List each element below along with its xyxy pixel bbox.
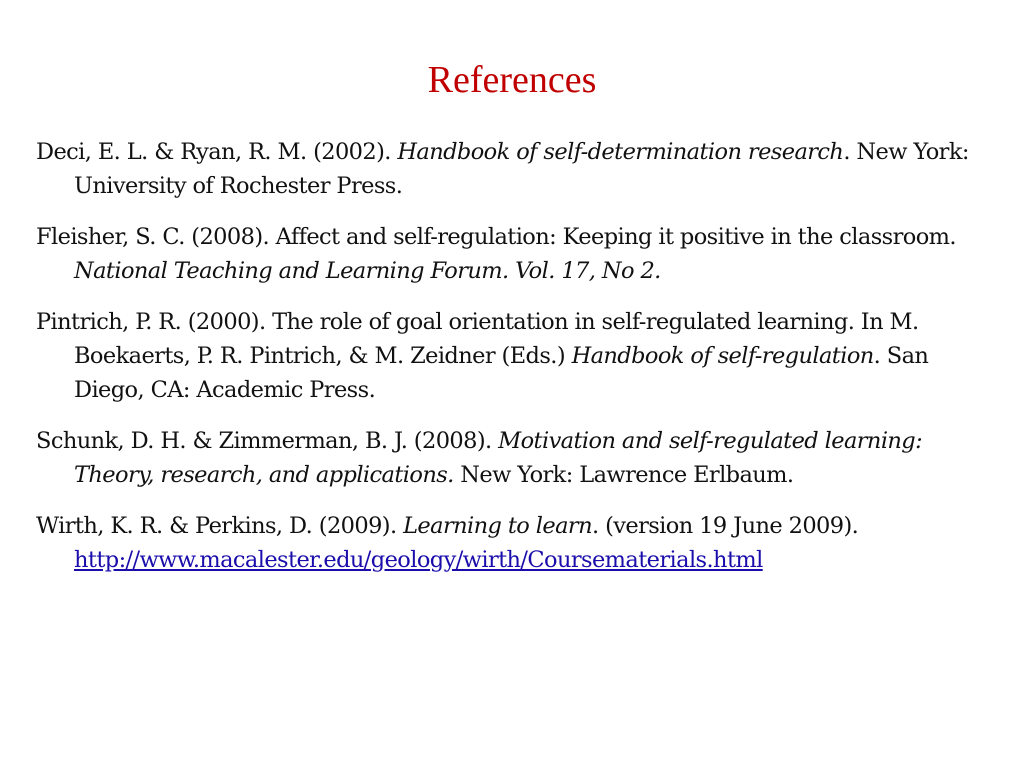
reference-item [36,305,988,407]
reference-title: Motivation and self-regulated learning: Theory, research, and applications. [74,428,923,488]
reference-item [36,220,988,288]
reference-text: Schunk, D. H. & Zimmerman, B. J. (2008). [36,428,499,454]
reference-text: Fleisher, S. C. (2008). Affect and self-regulation: Keeping it positive in the classroom. [36,224,956,250]
reference-item [36,509,988,577]
reference-text: Deci, E. L. & Ryan, R. M. (2002). [36,139,398,165]
reference-text: Pintrich, P. R. (2000). The role of goal orientation in self-regulated learning. In M. Boekaerts, P. R. Pintrich, & M. Zeidner (Eds.) [36,309,919,369]
reference-text: New York: Lawrence Erlbaum. [453,462,794,488]
reference-link[interactable]: http://www.macalester.edu/geology/wirth/Coursematerials.html [74,547,763,573]
page-title: References [427,59,597,101]
reference-text: . (version 19 June 2009). [591,513,859,539]
reference-title: Handbook of self-regulation [571,343,874,369]
reference-text: . San Diego, CA: Academic Press. [74,343,929,403]
reference-list [36,135,988,594]
reference-item [36,424,988,492]
reference-title: Handbook of self-determination research [397,139,844,165]
reference-item [36,135,988,203]
reference-text: . New York: University of Rochester Press. [74,139,969,199]
reference-title: National Teaching and Learning Forum. Vol. 17, No 2. [74,258,661,284]
reference-text: Wirth, K. R. & Perkins, D. (2009). [36,513,404,539]
reference-title: Learning to learn [403,513,592,539]
